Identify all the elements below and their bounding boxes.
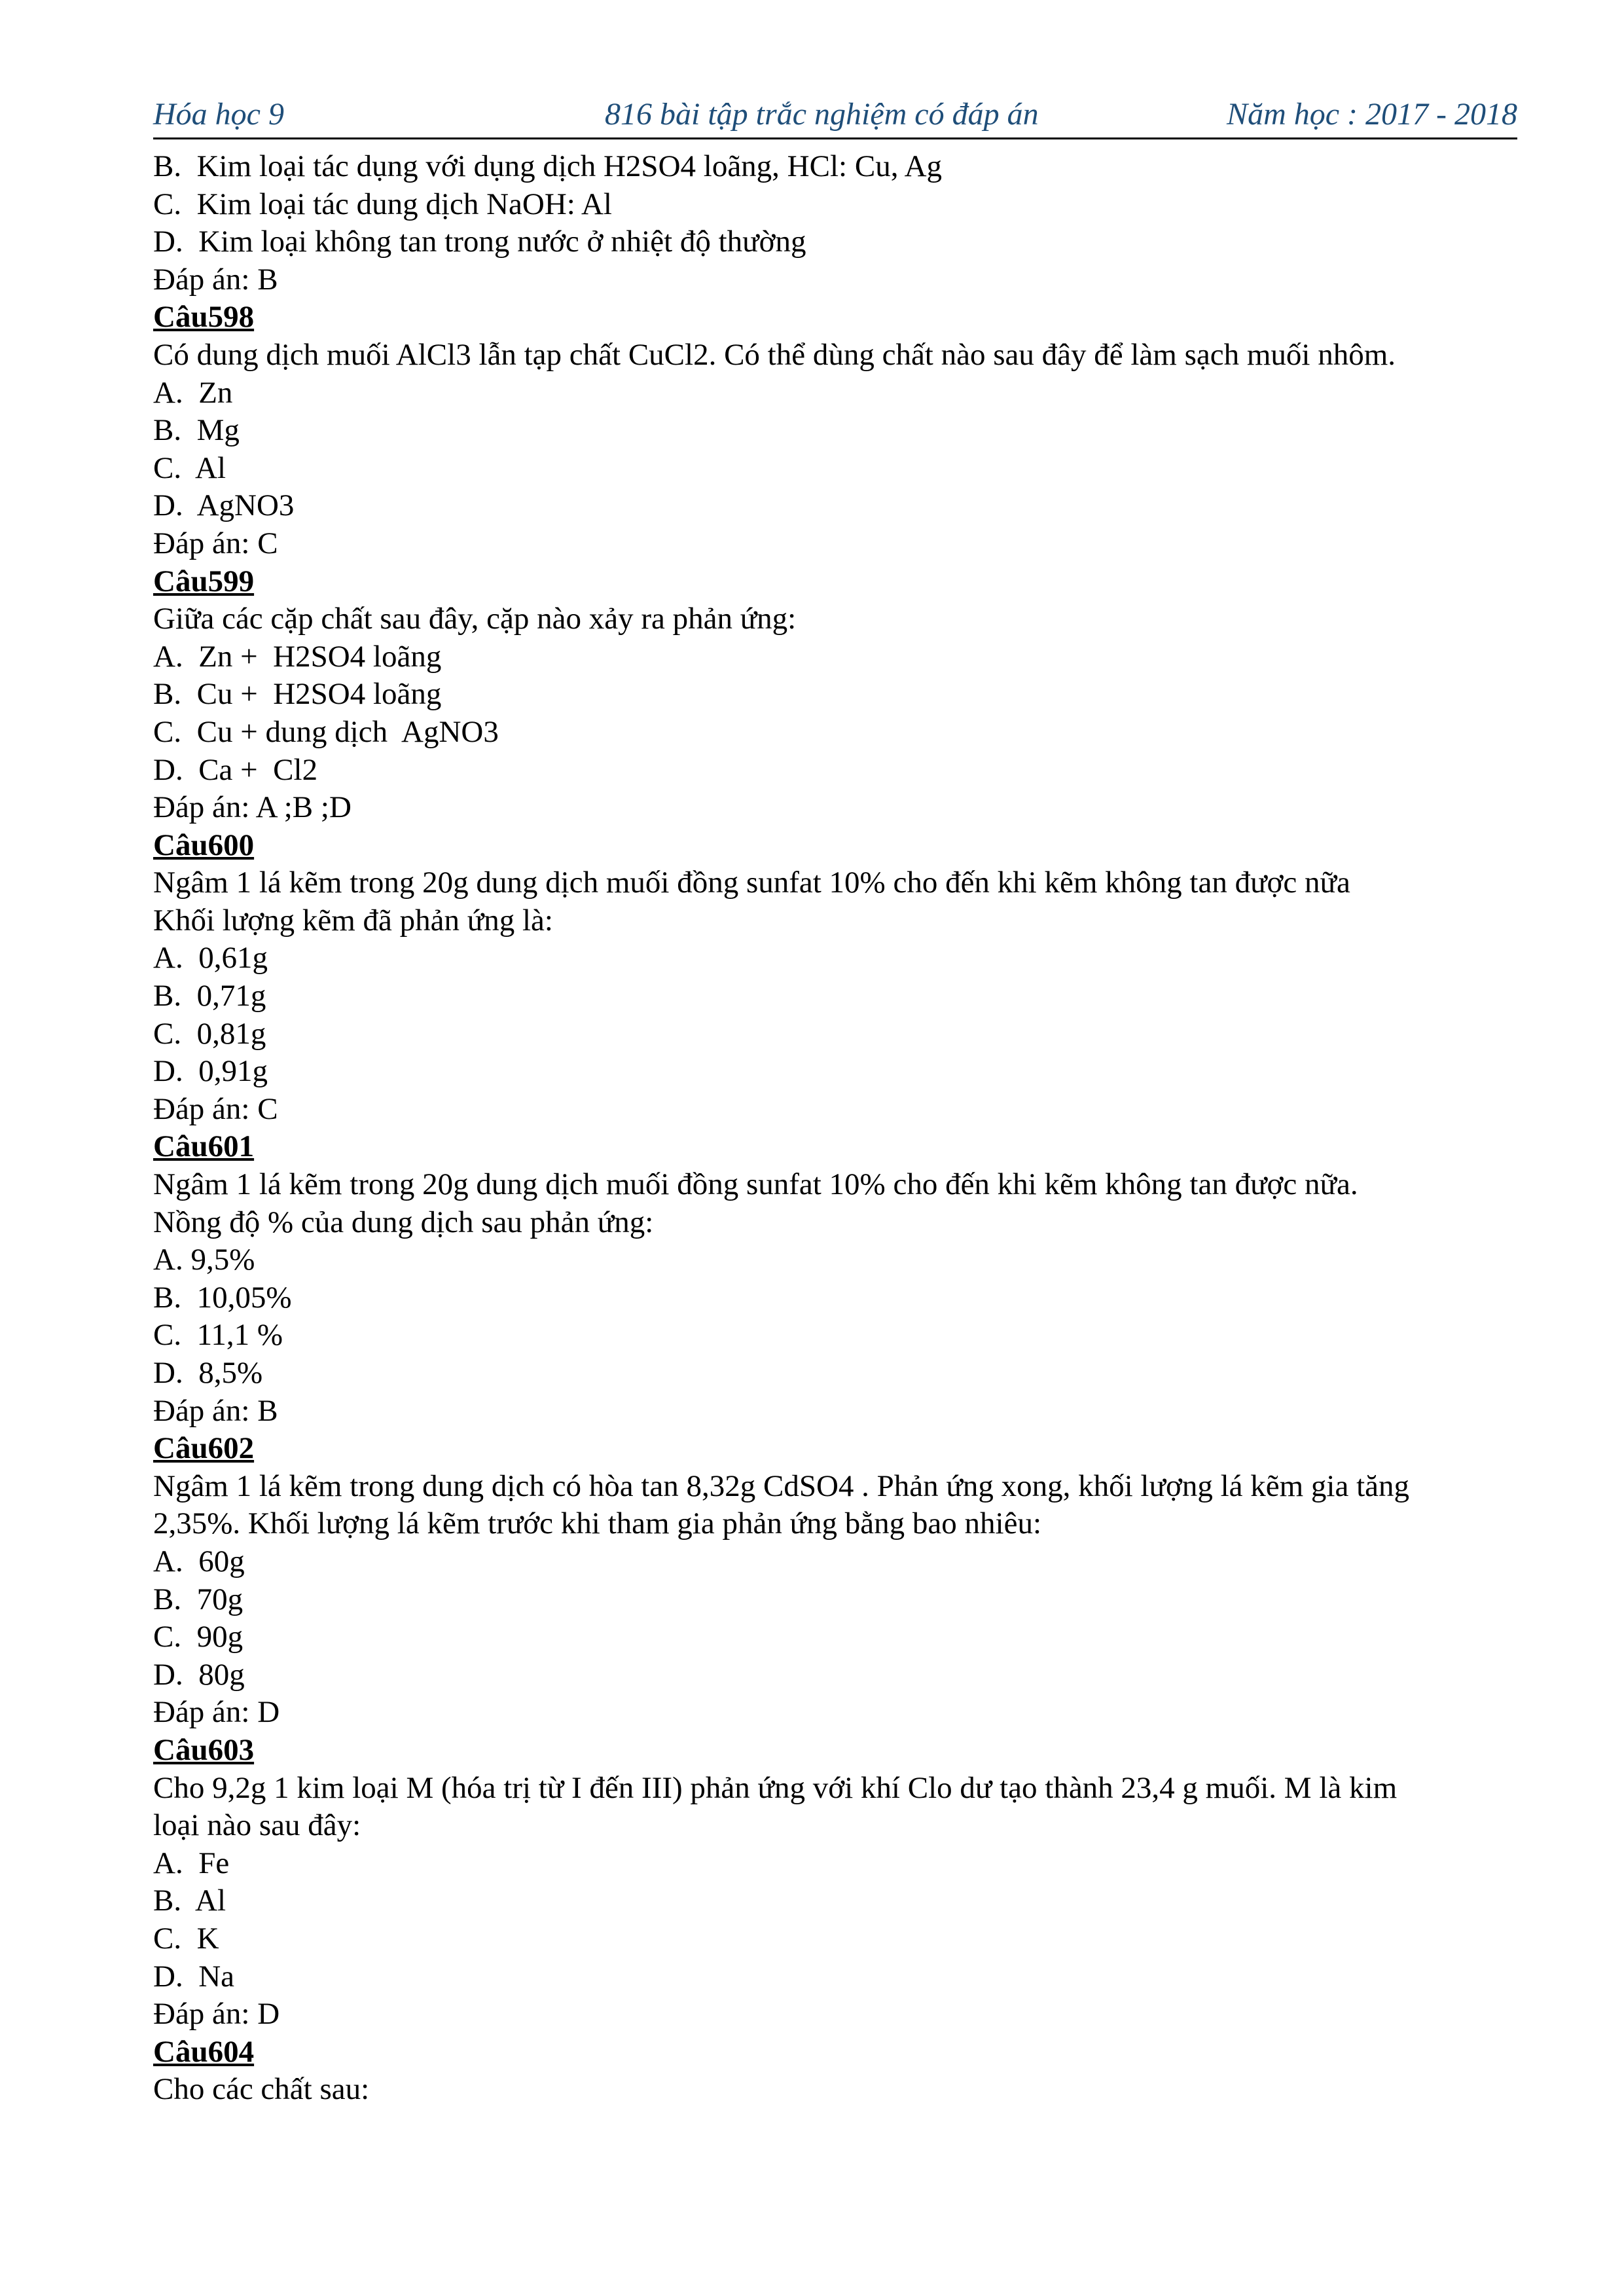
text-line: Đáp án: A ;B ;D (153, 790, 352, 825)
text-line: B. 70g (153, 1582, 244, 1616)
text-line: D. Na (153, 1959, 234, 1994)
text-line: Giữa các cặp chất sau đây, cặp nào xảy ra phản ứng: (153, 602, 797, 636)
document-body (153, 148, 1521, 2109)
text-line: A. 0,61g (153, 941, 268, 975)
text-line: B. 0,71g (153, 979, 266, 1013)
text-line: C. 90g (153, 1620, 244, 1654)
text-line: Có dung dịch muối AlCl3 lẫn tạp chất CuCl2. Có thể dùng chất nào sau đây để làm sạch muối nhôm. (153, 337, 1396, 372)
text-line: A. 60g (153, 1544, 245, 1578)
text-line: Ngâm 1 lá kẽm trong 20g dung dịch muối đồng sunfat 10% cho đến khi kẽm không tan được nữa (153, 866, 1350, 900)
question-title: Câu601 (153, 1129, 255, 1164)
text-line: D. Kim loại không tan trong nước ở nhiệt độ thường (153, 225, 806, 259)
text-line: A. 9,5% (153, 1243, 255, 1277)
question-title: Câu600 (153, 828, 255, 862)
text-line: Đáp án: B (153, 262, 278, 297)
text-line: B. 10,05% (153, 1280, 292, 1315)
text-line: Đáp án: B (153, 1393, 278, 1428)
text-line: D. 0,91g (153, 1054, 268, 1089)
text-line: A. Fe (153, 1846, 230, 1880)
text-line: loại nào sau đây: (153, 1808, 361, 1843)
text-line: Đáp án: D (153, 1695, 280, 1730)
text-line: Ngâm 1 lá kẽm trong 20g dung dịch muối đồng sunfat 10% cho đến khi kẽm không tan được nữa. (153, 1167, 1358, 1202)
header-school-year: Năm học : 2017 - 2018 (1227, 97, 1517, 132)
text-line: Cho các chất sau: (153, 2072, 370, 2107)
text-line: C. Al (153, 450, 226, 485)
text-line: Khối lượng kẽm đã phản ứng là: (153, 903, 553, 938)
page-header (153, 92, 1517, 139)
text-line: C. 0,81g (153, 1016, 266, 1051)
text-line: 2,35%. Khối lượng lá kẽm trước khi tham gia phản ứng bằng bao nhiêu: (153, 1506, 1042, 1541)
text-line: D. 80g (153, 1657, 245, 1692)
text-line: D. 8,5% (153, 1356, 263, 1390)
question-title: Câu602 (153, 1431, 255, 1466)
text-line: Nồng độ % của dung dịch sau phản ứng: (153, 1205, 654, 1239)
text-line: A. Zn (153, 375, 233, 410)
text-line: B. Al (153, 1884, 226, 1918)
text-line: Cho 9,2g 1 kim loại M (hóa trị từ I đến III) phản ứng với khí Clo dư tạo thành 23,4 g muối. M là kim (153, 1770, 1398, 1805)
text-line: C. Kim loại tác dung dịch NaOH: Al (153, 187, 612, 221)
text-line: B. Cu + H2SO4 loãng (153, 677, 442, 712)
header-subject: Hóa học 9 (153, 97, 284, 132)
text-line: A. Zn + H2SO4 loãng (153, 639, 442, 674)
text-line: D. Ca + Cl2 (153, 752, 318, 787)
question-title: Câu603 (153, 1732, 255, 1767)
text-line: C. Cu + dung dịch AgNO3 (153, 714, 499, 749)
question-title: Câu598 (153, 300, 255, 335)
text-line: Đáp án: D (153, 1997, 280, 2032)
question-title: Câu599 (153, 564, 255, 598)
text-line: Đáp án: C (153, 526, 278, 560)
text-line: B. Mg (153, 413, 240, 448)
text-line: C. 11,1 % (153, 1318, 283, 1353)
text-line: B. Kim loại tác dụng với dụng dịch H2SO4 loãng, HCl: Cu, Ag (153, 149, 943, 183)
question-title: Câu604 (153, 2034, 255, 2069)
text-line: Đáp án: C (153, 1091, 278, 1126)
text-line: C. K (153, 1921, 219, 1956)
text-line: D. AgNO3 (153, 488, 295, 523)
text-line: Ngâm 1 lá kẽm trong dung dịch có hòa tan 8,32g CdSO4 . Phản ứng xong, khối lượng lá kẽm gia tăng (153, 1468, 1409, 1503)
header-document-title: 816 bài tập trắc nghiệm có đáp án (605, 97, 1039, 132)
